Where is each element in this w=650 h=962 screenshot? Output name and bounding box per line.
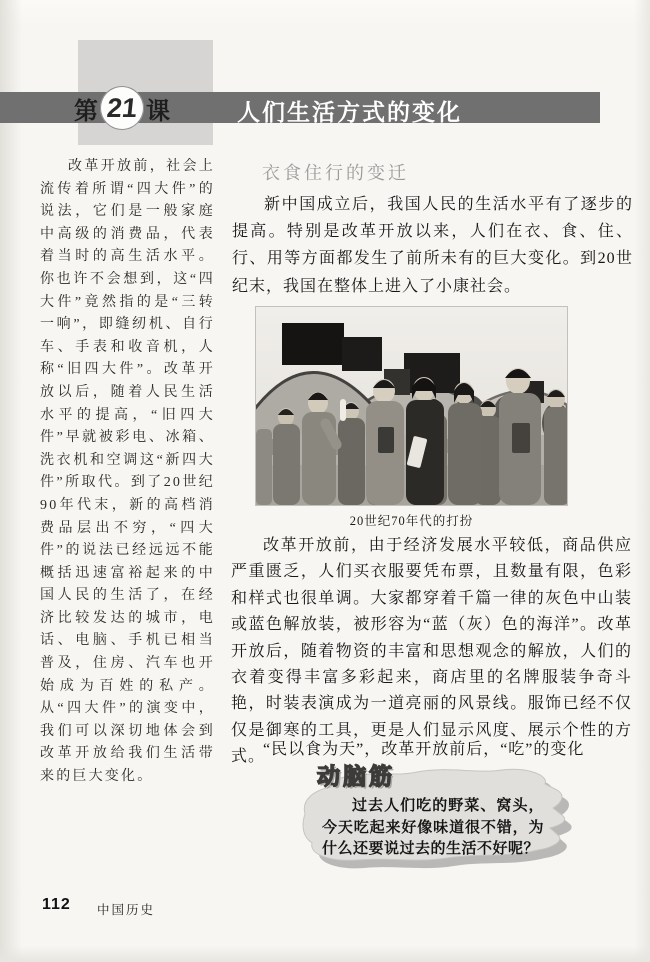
- photo-caption: 20世纪70年代的打扮: [349, 514, 474, 528]
- brain-teaser-title: 动脑筋: [317, 764, 395, 790]
- brain-teaser-question: 过去人们吃的野菜、窝头，今天吃起来好像味道很不错，为什么还要说过去的生活不好呢？: [322, 798, 544, 857]
- lesson-suffix: 课: [146, 97, 170, 125]
- paragraph-3: “民以食为天”，改革开放前后，“吃”的变化: [263, 741, 585, 758]
- lesson-title: 人们生活方式的变化: [237, 99, 462, 125]
- page-edge-top: [0, 0, 650, 26]
- photo-1970s-attire: [256, 307, 567, 505]
- page-edge-left: [0, 0, 22, 962]
- paragraph-2: 改革开放前，由于经济发展水平较低，商品供应严重匮乏，人们买衣服要凭布票，且数量有限，色彩和样式也很单调。大家都穿着千篇一律的灰色中山装或蓝色解放装，被形容为“蓝（灰）色的海洋”。改革开放后，随着物资的丰富和思想观念的解放，人们的衣着变得丰富多彩起来，商店里的名牌服装争奇斗艳，时装表演成为一道亮丽的风景线。服饰已经不仅仅是御寒的工具，更是人们显示风度、展示个性的方式。: [231, 537, 632, 766]
- lesson-label: [74, 84, 170, 132]
- book-title: 中国历史: [97, 903, 156, 917]
- section-title: 衣食住行的变迁: [262, 163, 409, 183]
- lesson-prefix: 第: [74, 97, 98, 125]
- page-edge-right: [634, 0, 650, 962]
- lesson-header-band: [0, 92, 600, 123]
- page-edge-bottom: [0, 946, 650, 962]
- lesson-number: 21: [105, 92, 139, 123]
- brain-teaser-box: [291, 757, 581, 879]
- photo-illustration: [256, 307, 567, 505]
- paragraph-1: 新中国成立后，我国人民的生活水平有了逐步的提高。特别是改革开放以来，人们在衣、食、住、行、用等方面都发生了前所未有的巨大变化。到20世纪末，我国在整体上进入了小康社会。: [232, 196, 633, 295]
- page-number: 112: [42, 896, 71, 913]
- lesson-number-badge: [100, 86, 144, 130]
- margin-note: 改革开放前，社会上流传着所谓“四大件”的说法，它们是一般家庭中高级的消费品，代表着当时的高生活水平。你也许不会想到，这“四大件”竟然指的是“三转一响”，即缝纫机、自行车、手表和收音机，人称“旧四大件”。改革开放以后，随着人民生活水平的提高，“旧四大件”早就被彩电、冰箱、洗衣机和空调这“新四大件”所取代。到了20世纪90年代末，新的高档消费品层出不穷，“四大件”的说法已经远远不能概括迅速富裕起来的中国人民的生活了，在经济比较发达的城市，电话、电脑、手机已相当普及，住房、汽车也开始成为百姓的私产。从“四大件”的演变中，我们可以深切地体会到改革开放给我们生活带来的巨大变化。: [40, 159, 215, 785]
